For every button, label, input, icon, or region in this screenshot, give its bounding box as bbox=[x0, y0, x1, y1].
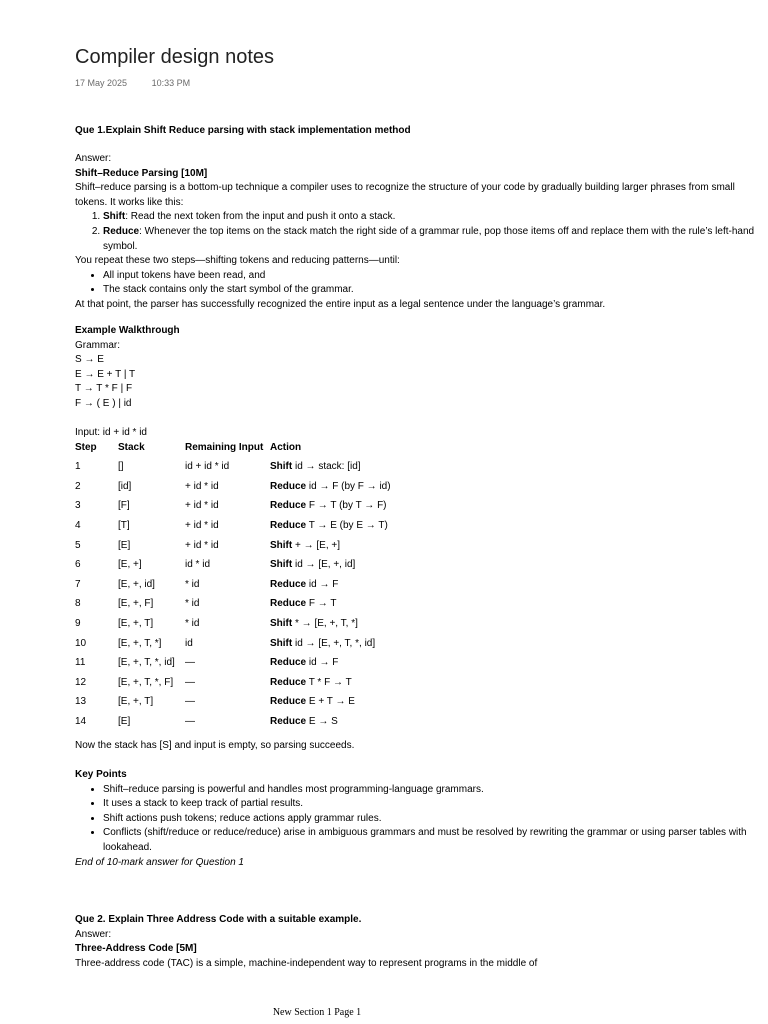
action-cell bbox=[270, 676, 570, 696]
table-row bbox=[75, 578, 570, 598]
stack-cell: [E, +, T] bbox=[118, 617, 154, 629]
remaining-input-cell: + id * id bbox=[185, 519, 219, 531]
action-verb: Shift bbox=[270, 637, 293, 649]
action-detail: id → F (by F → id) bbox=[306, 480, 391, 492]
after-table-text: Now the stack has [S] and input is empty, so parsing succeeds. bbox=[75, 740, 355, 751]
page-title: Compiler design notes bbox=[75, 46, 274, 68]
parse-table bbox=[75, 441, 570, 735]
action-verb: Shift bbox=[270, 461, 293, 473]
action-verb: Reduce bbox=[270, 578, 307, 590]
step-term: Shift bbox=[103, 211, 126, 223]
remaining-input-cell: id + id * id bbox=[185, 461, 230, 473]
end-note: End of 10-mark answer for Question 1 bbox=[75, 856, 244, 868]
table-row bbox=[75, 558, 570, 578]
question-1 bbox=[75, 124, 763, 139]
parse-trace bbox=[75, 426, 763, 735]
action-cell bbox=[270, 695, 570, 715]
table-row bbox=[75, 617, 570, 637]
table-row bbox=[75, 695, 570, 715]
step-text: : Read the next token from the input and push it onto a stack. bbox=[125, 211, 396, 223]
action-cell bbox=[270, 597, 570, 617]
remaining-input-cell: + id * id bbox=[185, 500, 219, 512]
list-item: • All input tokens have been read, and bbox=[103, 269, 763, 284]
action-verb: Shift bbox=[270, 559, 293, 571]
step-cell: 12 bbox=[75, 676, 87, 688]
example-heading: Example Walkthrough bbox=[75, 325, 180, 336]
stack-cell: [F] bbox=[118, 500, 130, 512]
action-detail: id → [E, +, id] bbox=[292, 559, 356, 571]
step-cell: 13 bbox=[75, 696, 87, 708]
page-footer: New Section 1 Page 1 bbox=[272, 1007, 362, 1018]
q2-heading: Que 2. Explain Three Address Code with a suitable example. bbox=[75, 914, 362, 925]
table-row bbox=[75, 715, 570, 735]
step-cell: 1 bbox=[75, 461, 81, 473]
remaining-input-cell: — bbox=[185, 696, 195, 708]
list-item: • Conflicts (shift/reduce or reduce/reduce) arise in ambiguous grammars and must be resolved by rewriting the grammar or using parser tables with lookahead. bbox=[103, 826, 763, 855]
action-verb: Shift bbox=[270, 539, 293, 551]
list-item bbox=[103, 210, 763, 225]
action-detail: id → F bbox=[306, 657, 339, 669]
action-verb: Reduce bbox=[270, 657, 307, 669]
q2-answer-label: Answer: bbox=[75, 928, 112, 940]
stack-cell: [E, +, T] bbox=[118, 696, 154, 708]
action-verb: Reduce bbox=[270, 500, 307, 512]
table-row bbox=[75, 656, 570, 676]
step-cell: 8 bbox=[75, 598, 81, 610]
remaining-input-cell: id bbox=[185, 637, 193, 649]
q1-answer bbox=[75, 152, 763, 313]
stack-cell: [E, +] bbox=[118, 559, 142, 571]
example-walkthrough bbox=[75, 324, 763, 412]
action-cell bbox=[270, 617, 570, 637]
action-detail: F → T (by T → F) bbox=[306, 500, 387, 512]
list-item: • Shift–reduce parsing is powerful and handles most programming-language grammars. bbox=[103, 783, 763, 798]
stack-cell: [E, +, F] bbox=[118, 598, 154, 610]
action-verb: Reduce bbox=[270, 598, 307, 610]
action-detail: * → [E, +, T, *] bbox=[292, 617, 358, 629]
grammar-label: Grammar: bbox=[75, 339, 120, 351]
step-cell: 14 bbox=[75, 715, 87, 727]
table-row bbox=[75, 460, 570, 480]
step-cell: 5 bbox=[75, 539, 81, 551]
action-cell bbox=[270, 656, 570, 676]
stack-cell: [] bbox=[118, 461, 124, 473]
stack-cell: [E] bbox=[118, 715, 131, 727]
action-verb: Reduce bbox=[270, 519, 307, 531]
action-detail: id → [E, +, T, *, id] bbox=[292, 637, 376, 649]
q1-heading: Que 1.Explain Shift Reduce parsing with stack implementation method bbox=[75, 125, 411, 136]
action-verb: Reduce bbox=[270, 676, 307, 688]
table-row bbox=[75, 597, 570, 617]
table-row bbox=[75, 499, 570, 519]
key-points-heading: Key Points bbox=[75, 769, 127, 780]
step-cell: 4 bbox=[75, 519, 81, 531]
q1-steps-list bbox=[75, 210, 763, 254]
step-cell: 3 bbox=[75, 500, 81, 512]
question-2 bbox=[75, 913, 763, 971]
grammar-rule: T → T * F | F bbox=[75, 383, 133, 395]
remaining-input-cell: * id bbox=[185, 578, 200, 590]
q2-intro: Three-address code (TAC) is a simple, machine-independent way to represent programs in the middle of bbox=[75, 957, 538, 969]
remaining-input-cell: — bbox=[185, 657, 195, 669]
step-cell: 9 bbox=[75, 617, 81, 629]
remaining-input-cell: id * id bbox=[185, 559, 211, 571]
step-term: Reduce bbox=[103, 225, 140, 237]
action-verb: Shift bbox=[270, 617, 293, 629]
stack-cell: [E, +, T, *] bbox=[118, 637, 162, 649]
after-table bbox=[75, 739, 763, 754]
q1-answer-label: Answer: bbox=[75, 153, 112, 164]
column-header: Action bbox=[270, 441, 302, 453]
remaining-input-cell: + id * id bbox=[185, 539, 219, 551]
stack-cell: [E, +, id] bbox=[118, 578, 155, 590]
parse-table-body bbox=[75, 460, 570, 734]
grammar-rule: F → ( E ) | id bbox=[75, 397, 132, 409]
remaining-input-cell: — bbox=[185, 715, 195, 727]
action-verb: Reduce bbox=[270, 715, 307, 727]
action-detail: E → S bbox=[306, 715, 338, 727]
stack-cell: [T] bbox=[118, 519, 130, 531]
remaining-input-cell: + id * id bbox=[185, 480, 219, 492]
table-row bbox=[75, 519, 570, 539]
table-row bbox=[75, 676, 570, 696]
page-time: 10:33 PM bbox=[151, 78, 191, 88]
stack-cell: [E] bbox=[118, 539, 131, 551]
action-cell bbox=[270, 539, 570, 559]
action-detail: T * F → T bbox=[306, 676, 352, 688]
step-cell: 7 bbox=[75, 578, 81, 590]
step-cell: 2 bbox=[75, 480, 81, 492]
column-header: Remaining Input bbox=[185, 441, 264, 453]
action-detail: id → F bbox=[306, 578, 339, 590]
action-cell bbox=[270, 460, 570, 480]
column-header: Stack bbox=[118, 441, 145, 453]
table-row bbox=[75, 539, 570, 559]
action-detail: E + T → E bbox=[306, 696, 355, 708]
list-item: • It uses a stack to keep track of partial results. bbox=[103, 797, 763, 812]
column-header: Step bbox=[75, 441, 97, 453]
table-row bbox=[75, 637, 570, 657]
key-points bbox=[75, 768, 763, 870]
list-item: • Shift actions push tokens; reduce actions apply grammar rules. bbox=[103, 812, 763, 827]
stack-cell: [E, +, T, *, F] bbox=[118, 676, 174, 688]
action-cell bbox=[270, 480, 570, 500]
q1-subheading: Shift–Reduce Parsing [10M] bbox=[75, 167, 208, 179]
page-date: 17 May 2025 bbox=[75, 78, 128, 88]
step-cell: 10 bbox=[75, 637, 87, 649]
input-line: Input: id + id * id bbox=[75, 427, 147, 438]
grammar-rule: S → E bbox=[75, 354, 104, 366]
step-text: : Whenever the top items on the stack match the right side of a grammar rule, pop those items off and replace them with the rule’s left-hand symbol. bbox=[103, 225, 755, 252]
action-cell bbox=[270, 519, 570, 539]
key-points-list bbox=[75, 783, 763, 856]
q1-conclusion: At that point, the parser has successfully recognized the entire input as a legal sentence under the language’s grammar. bbox=[75, 298, 606, 310]
list-item bbox=[103, 225, 763, 254]
action-detail: T → E (by E → T) bbox=[306, 519, 388, 531]
list-item: • The stack contains only the start symbol of the grammar. bbox=[103, 283, 763, 298]
action-cell bbox=[270, 637, 570, 657]
action-detail: F → T bbox=[306, 598, 337, 610]
table-row bbox=[75, 480, 570, 500]
remaining-input-cell: — bbox=[185, 676, 195, 688]
action-verb: Reduce bbox=[270, 696, 307, 708]
stack-cell: [id] bbox=[118, 480, 132, 492]
action-cell bbox=[270, 499, 570, 519]
action-cell bbox=[270, 558, 570, 578]
q2-subheading: Three-Address Code [5M] bbox=[75, 943, 197, 955]
action-cell bbox=[270, 578, 570, 598]
step-cell: 11 bbox=[75, 657, 86, 669]
action-cell bbox=[270, 715, 570, 735]
action-detail: + → [E, +] bbox=[292, 539, 341, 551]
q1-intro: Shift–reduce parsing is a bottom-up technique a compiler uses to recognize the structure of your code by gradually building larger phrases from small tokens. It works like this: bbox=[75, 182, 735, 208]
action-detail: id → stack: [id] bbox=[292, 461, 361, 473]
page-meta bbox=[75, 78, 190, 88]
step-cell: 6 bbox=[75, 559, 81, 571]
remaining-input-cell: * id bbox=[185, 598, 200, 610]
stack-cell: [E, +, T, *, id] bbox=[118, 657, 175, 669]
table-header-row bbox=[75, 441, 570, 461]
remaining-input-cell: * id bbox=[185, 617, 200, 629]
grammar-rule: E → E + T | T bbox=[75, 368, 136, 380]
action-verb: Reduce bbox=[270, 480, 307, 492]
q1-repeat: You repeat these two steps—shifting tokens and reducing patterns—until: bbox=[75, 255, 400, 267]
q1-until-list bbox=[75, 269, 763, 298]
